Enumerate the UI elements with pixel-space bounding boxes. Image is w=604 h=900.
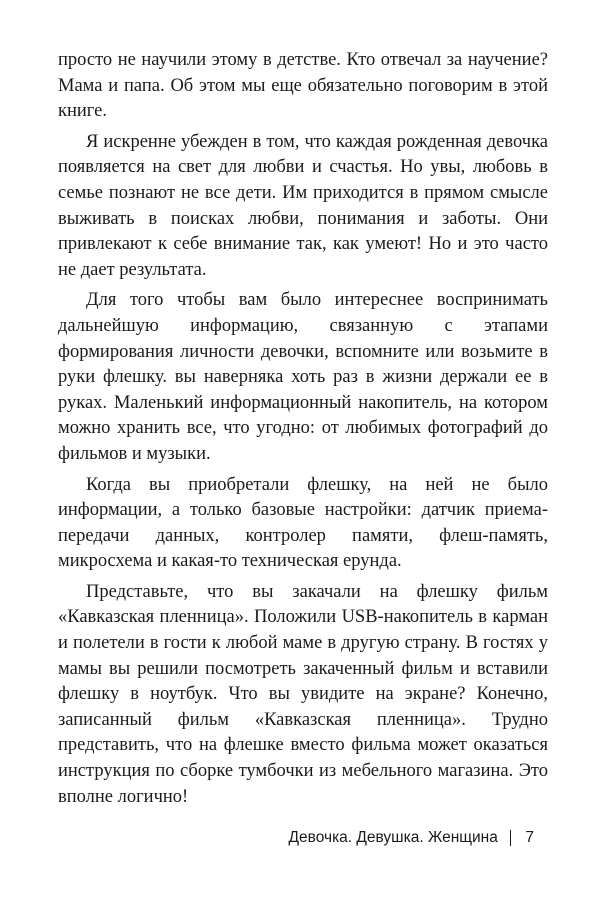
paragraph-2: Я искренне убежден в том, что каждая рожденная девочка появляется на свет для любви и счастья. Но увы, любовь в семье познают не все дети. Им приходится в прямом смысле выживать в поисках любви, понимания и заботы. Они привлекают к себе внимание так, как умеют! Но и это часто не дает результата. (58, 131, 548, 280)
running-footer (289, 829, 534, 847)
paragraph-1: просто не научили этому в детстве. Кто отвечал за научение? Мама и папа. Об этом мы еще обязательно поговорим в этой книге. (58, 50, 548, 122)
footer-separator (510, 830, 512, 846)
paragraph-5: Представьте, что вы закачали на флешку фильм «Кавказская пленница». Положили USB-накопитель в карман и полетели в гости к любой маме в другую страну. В гостях у мамы вы решили посмотреть закаченный фильм и вставили флешку в ноутбук. Что вы увидите на экране? Конечно, записанный фильм «Кавказская пленница». Трудно представить, что на флешке вместо фильма может оказаться инструкция по сборке тумбочки из мебельного магазина. Это вполне логично! (58, 581, 548, 807)
paragraph-4: Когда вы приобретали флешку, на ней не было информации, а только базовые настройки: датчик приема-передачи данных, контролер памяти, флеш-память, микросхема и какая-то техническая ерунда. (58, 474, 548, 572)
page-body (58, 48, 548, 815)
page-number: 7 (525, 829, 534, 846)
footer-book-title: Девочка. Девушка. Женщина (288, 829, 498, 846)
paragraph-3: Для того чтобы вам было интереснее воспринимать дальнейшую информацию, связанную с этапами формирования личности девочки, вспомните или возьмите в руки флешку. вы наверняка хоть раз в жизни держали ее в руках. Маленький информационный накопитель, на котором можно хранить все, что угодно: от любимых фотографий до фильмов и музыки. (58, 290, 548, 464)
